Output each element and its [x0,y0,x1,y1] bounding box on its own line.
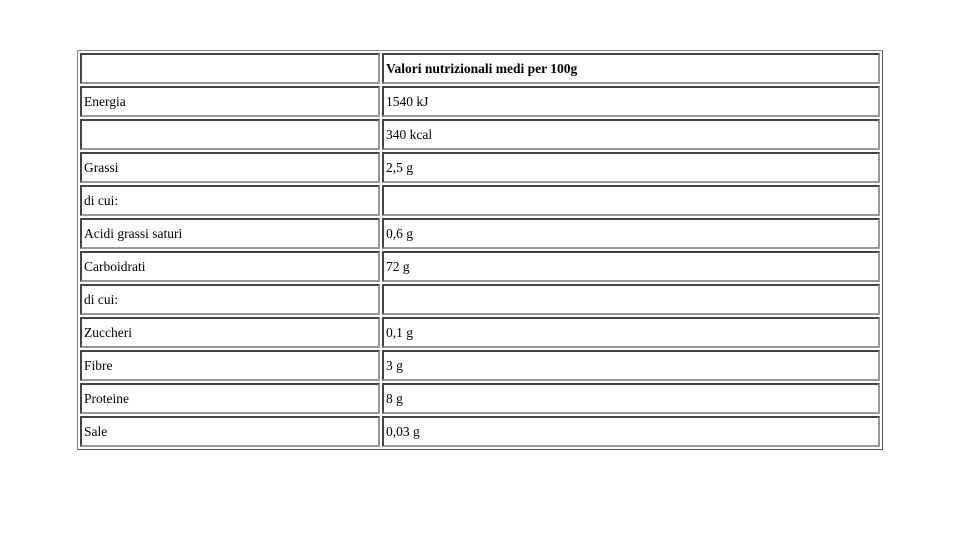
nutrient-value: 0,03 g [382,416,880,447]
nutrient-value [382,185,880,216]
table-row [80,86,880,117]
nutrient-label: Energia [80,86,380,117]
nutrient-label: di cui: [80,284,380,315]
nutrient-value: 72 g [382,251,880,282]
nutrient-value: 3 g [382,350,880,381]
nutrient-label: Proteine [80,383,380,414]
nutrient-label: Fibre [80,350,380,381]
table-row [80,218,880,249]
table-row [80,119,880,150]
nutrient-value [382,284,880,315]
nutrient-value: 340 kcal [382,119,880,150]
nutrient-label: Zuccheri [80,317,380,348]
nutrient-label: Acidi grassi saturi [80,218,380,249]
table-row [80,152,880,183]
header-label-cell [80,53,380,84]
nutrient-label: Carboidrati [80,251,380,282]
table-header-row [80,53,880,84]
nutrient-label: Grassi [80,152,380,183]
table-row [80,284,880,315]
table-row [80,416,880,447]
nutrient-label [80,119,380,150]
nutrient-label: Sale [80,416,380,447]
table-row [80,383,880,414]
nutrient-value: 0,1 g [382,317,880,348]
nutrient-value: 1540 kJ [382,86,880,117]
nutrient-value: 0,6 g [382,218,880,249]
nutrient-value: 8 g [382,383,880,414]
nutrition-table [77,50,883,450]
table-row [80,350,880,381]
table-row [80,317,880,348]
nutrient-value: 2,5 g [382,152,880,183]
header-value-cell: Valori nutrizionali medi per 100g [382,53,880,84]
table-row [80,251,880,282]
nutrient-label: di cui: [80,185,380,216]
table-row [80,185,880,216]
